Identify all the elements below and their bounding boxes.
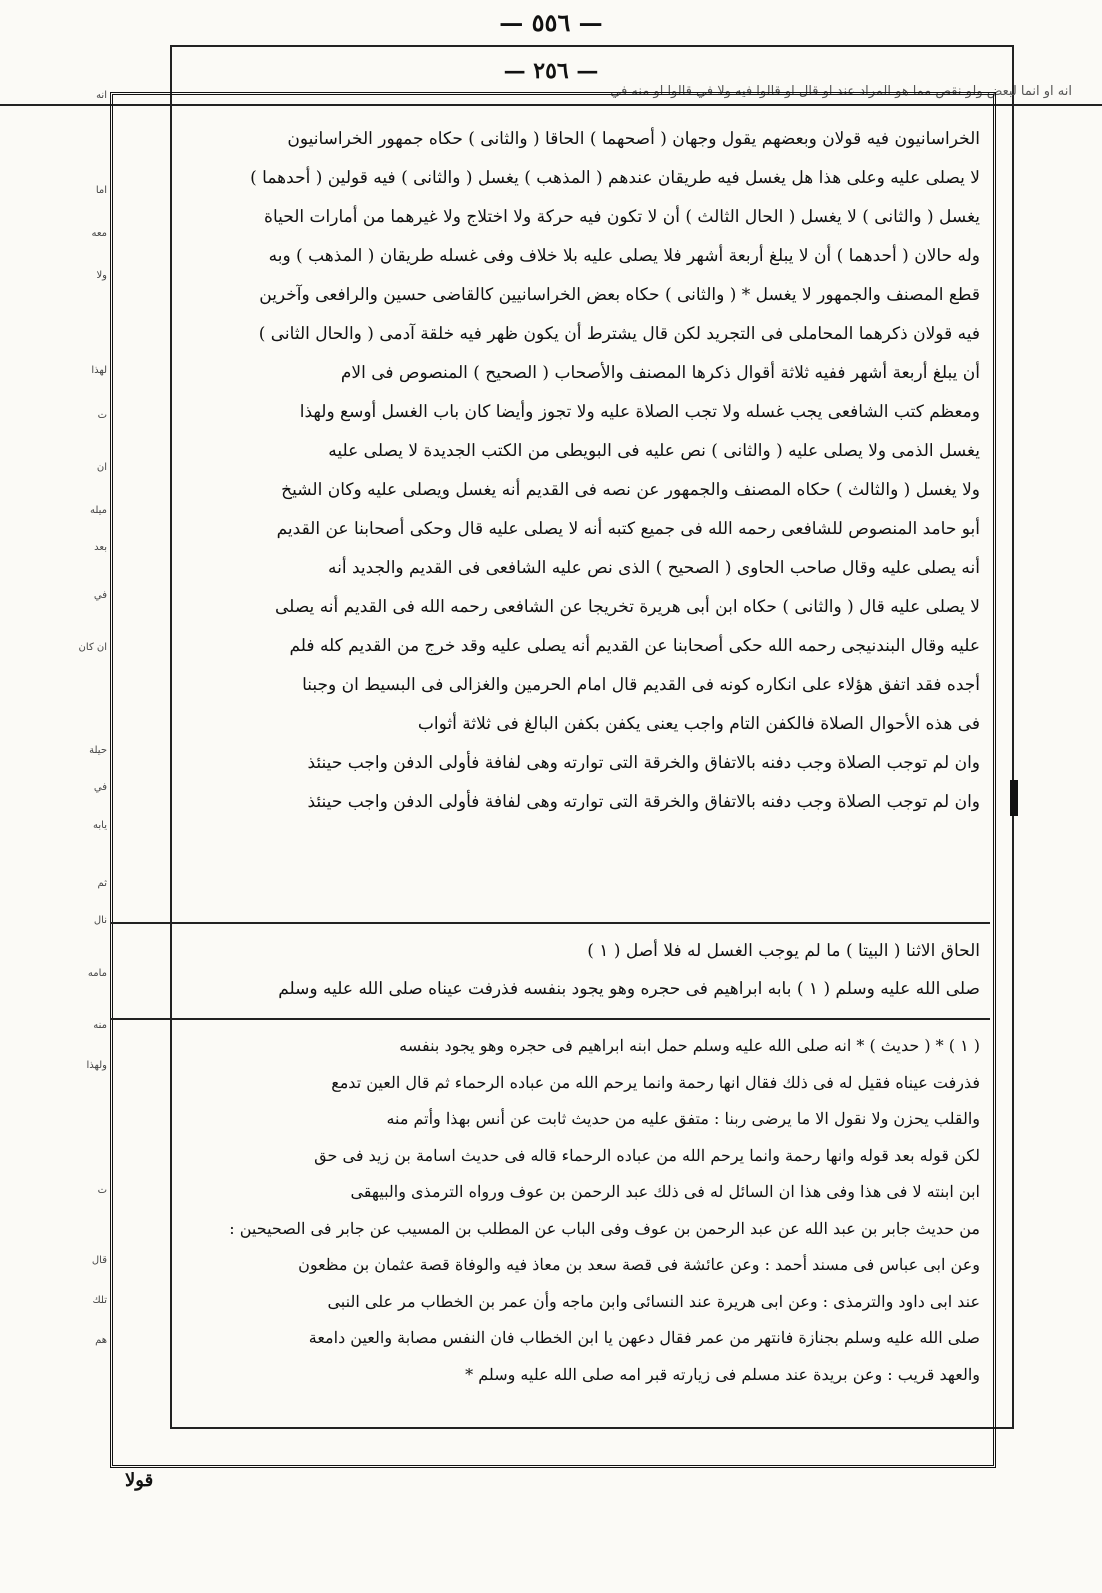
footnote-divider [110, 1018, 990, 1020]
margin-note: اما [95, 185, 107, 196]
footnote-line: والعهد قريب : وعن بريدة عند مسلم فى زيارته قبر امه صلى الله عليه وسلم * [465, 1364, 980, 1384]
footnote-line: وعن ابى عباس فى مسند أحمد : وعن عائشة فى قصة سعد بن معاذ فيه والوفاة قصة عثمان بن مظعون [298, 1255, 980, 1274]
main-text [120, 120, 980, 822]
text-line: وله حالان ( أحدهما ) أن لا يبلغ أربعة أشهر فلا يصلى عليه بلا خلاف وفى غسله طريقان ( المذهب ) وبه [268, 246, 980, 266]
margin-note: ان [96, 462, 107, 473]
margin-note: ت [97, 1185, 107, 1196]
margin-note: انه [96, 90, 107, 101]
footnote-line: من حديث جابر بن عبد الله عن عبد الرحمن بن عوف وفى الباب عن المطلب بن المسيب عن جابر فى الصحيحين : [229, 1218, 980, 1238]
text-line: فيه قولان ذكرهما المحاملى فى التجريد لكن قال يشترط أن يكون ظهر فيه خلقة آدمى ( والحال الثانى ) [258, 324, 980, 344]
text-line: أنه يصلى عليه وقال صاحب الحاوى ( الصحيح ) الذى نص عليه الشافعى فى القديم والجديد أنه [327, 558, 980, 578]
margin-note: ولا [96, 270, 107, 281]
page-edge-mark [1010, 780, 1018, 816]
margin-note: ان كان [78, 642, 107, 653]
footnote-line: ابن ابنته لا فى هذا وفى هذا ان السائل له فى ذلك عبد الرحمن بن عوف ورواه الترمذى والبيهقى [350, 1182, 980, 1201]
margin-note: معه [91, 228, 107, 239]
interlinear-text [120, 932, 980, 1008]
footnote-line: لكن قوله بعد قوله وانها رحمة وانما يرحم الله من عباده الرحماء قاله فى حديث اسامة بن زيد فى حق [314, 1145, 980, 1165]
footnote-line: والقلب يحزن ولا نقول الا ما يرضى ربنا : متفق عليه من حديث ثابت عن أنس بهذا وأتم منه [386, 1109, 980, 1128]
text-line: الحاق الاثنا ( البيتا ) ما لم يوجب الغسل له فلا أصل ( ١ ) [587, 941, 980, 961]
footnote-line: ( ١ ) * ( حديث ) * انه صلى الله عليه وسلم حمل ابنه ابراهيم فى حجره وهو يجود بنفسه [399, 1036, 980, 1055]
margin-note: بعد [94, 542, 107, 553]
text-line: ومعظم كتب الشافعى يجب غسله ولا تجب الصلاة عليه ولا تجوز وأيضا كان باب الغسل أوسع ولهذا [299, 402, 980, 422]
margin-note: منه [93, 1020, 107, 1031]
catchword: قولا [125, 1470, 154, 1491]
inner-page-number: — ٢٥٦ — [503, 58, 599, 84]
footnote-line: صلى الله عليه وسلم بجنازة فانتهر من عمر فقال دعهن يا ابن الخطاب فان النفس مصابة والعين دامعة [308, 1328, 980, 1347]
margin-note: ت [97, 410, 107, 421]
margin-note: نال [93, 915, 107, 926]
footnote-line: عند ابى داود والترمذى : وعن ابى هريرة عند النسائى وابن ماجه وأن عمر بن الخطاب مر على النبى [327, 1291, 980, 1311]
margin-note: قال [91, 1255, 107, 1266]
footnote-line: فذرفت عيناه فقيل له فى ذلك فقال انها رحمة وانما يرحم الله من عباده الرحماء ثم قال العين تدمع [331, 1072, 980, 1092]
text-line: ولا يغسل ( والثالث ) حكاه المصنف والجمهور عن نصه فى القديم أنه يغسل ويصلى عليه وكان الشيخ [281, 480, 980, 500]
text-line: وان لم توجب الصلاة وجب دفنه بالاتفاق والخرقة التى توارته وهى لفافة فأولى الدفن واجب حينئذ [307, 753, 980, 773]
margin-note: في [93, 782, 107, 793]
margin-note: في [93, 590, 107, 601]
text-line: أبو حامد المنصوص للشافعى رحمه الله فى جميع كتبه أنه لا يصلى عليه قال وحكى أصحابنا عن القديم [276, 519, 980, 539]
margin-note: لهذا [91, 365, 107, 376]
margin-note: ولهذا [86, 1060, 107, 1071]
text-line: قطع المصنف والجمهور لا يغسل * ( والثانى ) حكاه بعض الخراسانيين كالقاضى حسين والرافعى وآخرين [259, 285, 980, 305]
text-line: يغسل ( والثانى ) لا يغسل ( الحال الثالث ) أن لا تكون فيه حركة ولا اختلاج ولا غيرهما من أمارات الحياة [264, 207, 980, 227]
text-line: عليه وقال البندنيجى رحمه الله حكى أصحابنا عن القديم أنه يصلى عليه وقد خرج من القديم كله فلم [289, 636, 980, 656]
section-divider [110, 922, 990, 924]
margin-note: تلك [92, 1295, 107, 1306]
text-line: يغسل الذمى ولا يصلى عليه ( والثانى ) نص عليه فى البويطى من الكتب الجديدة لا يصلى عليه [328, 441, 980, 461]
text-line: لا يصلى عليه قال ( والثانى ) حكاه ابن أبى هريرة تخريجا عن الشافعى رحمه الله فى القديم أنه يصلى [275, 597, 980, 617]
text-line: الخراسانيون فيه قولان وبعضهم يقول وجهان ( أصحهما ) الحاقا ( والثانى ) حكاه جمهور الخراسانيون [287, 129, 980, 149]
margin-note: مامه [87, 968, 107, 979]
margin-note: ثم [97, 878, 107, 889]
text-line: لا يصلى عليه وعلى هذا هل يغسل فيه طريقان عندهم ( المذهب ) يغسل ( والثانى ) فيه قولين ( أحدهما ) [250, 168, 980, 188]
margin-note: هم [95, 1335, 107, 1346]
footnotes [120, 1028, 980, 1393]
text-line: صلى الله عليه وسلم ( ١ ) بابه ابراهيم فى حجره وهو يجود بنفسه فذرفت عيناه صلى الله عليه وسلم [278, 979, 980, 999]
margin-note: ميله [89, 505, 107, 516]
header-line: انه او انما لبعض ولو نقص مما هو المراد عند او قال او قالوا فيه ولا في قالوا او منه في [610, 84, 1072, 99]
text-line: فى هذه الأحوال الصلاة فالكفن التام واجب يعنى يكفن بكفن البالغ فى ثلاثة أثواب [417, 714, 980, 734]
margin-note: يابه [93, 820, 107, 831]
page-number: — ٥٥٦ — [499, 8, 603, 37]
text-line: أجده فقد اتفق هؤلاء على انكاره كونه فى القديم قال امام الحرمين والغزالى فى البسيط ان وجبنا [302, 675, 980, 695]
margin-note: حيلة [89, 745, 107, 756]
text-line: أن يبلغ أربعة أشهر ففيه ثلاثة أقوال ذكرها المصنف والأصحاب ( الصحيح ) المنصوص فى الام [340, 363, 980, 383]
text-line: وان لم توجب الصلاة وجب دفنه بالاتفاق والخرقة التى توارته وهى لفافة فأولى الدفن واجب حينئذ [307, 792, 980, 812]
